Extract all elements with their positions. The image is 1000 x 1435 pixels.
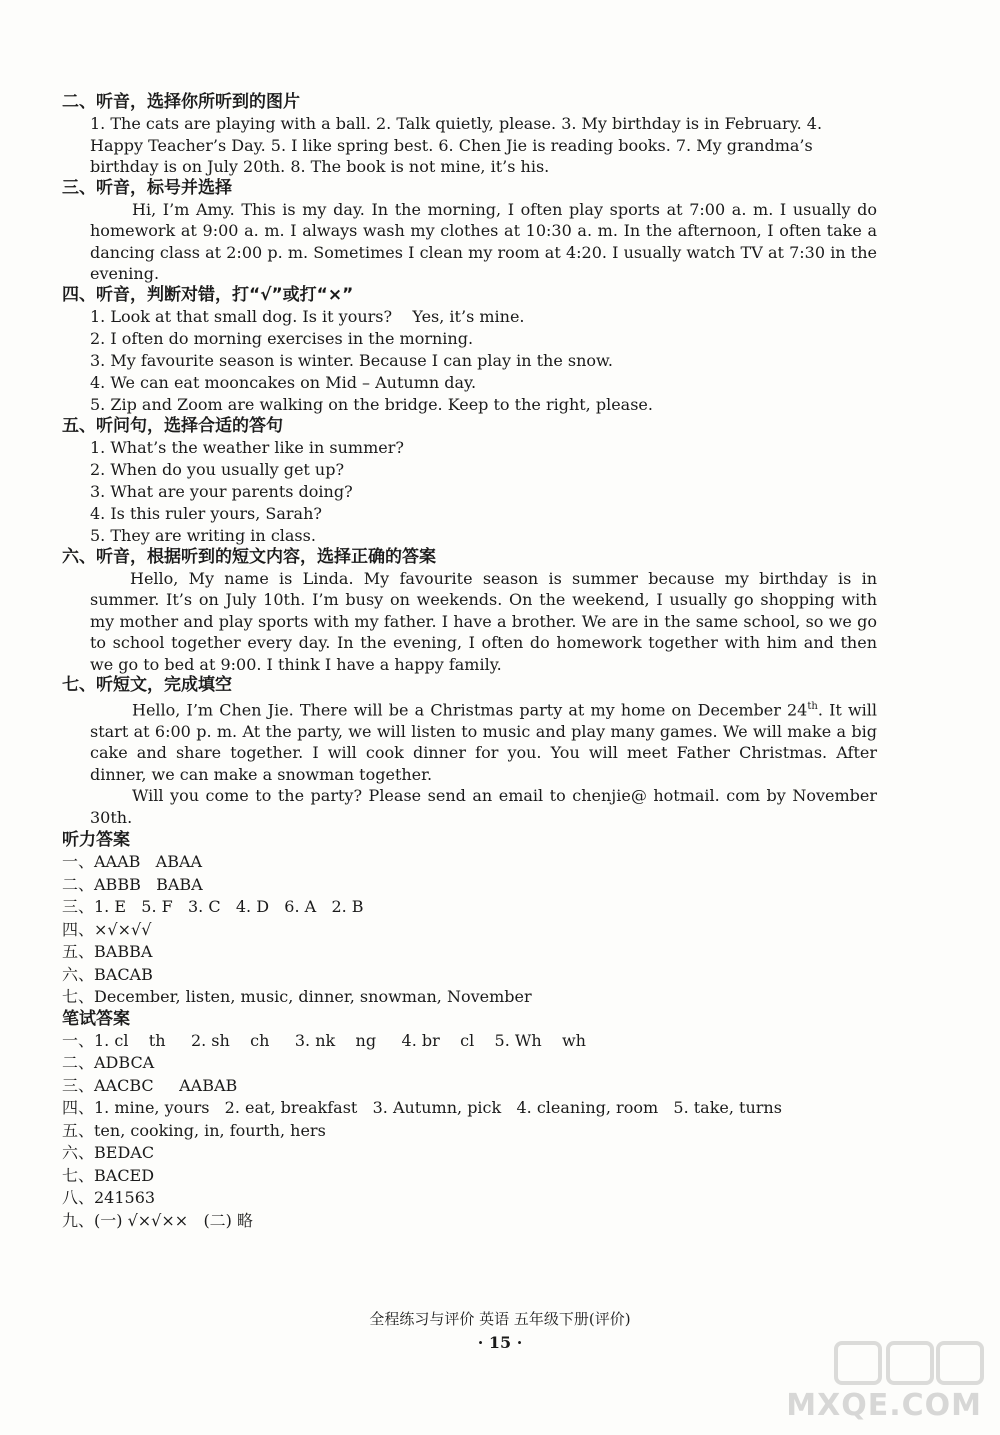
written-answer-1: 一、1. cl th 2. sh ch 3. nk ng 4. br cl 5. Wh wh [62, 1030, 586, 1050]
section-heading-3: 三、听音，标号并选择 [62, 177, 232, 198]
watermark-text: MXQE.COM [786, 1388, 982, 1423]
written-answer-6: 六、BEDAC [62, 1143, 155, 1163]
listening-answer-1: 一、AAAB ABAA [62, 852, 203, 872]
section-5-item-4: 4. Is this ruler yours, Sarah? [90, 503, 322, 523]
listening-answer-5: 五、BABBA [62, 942, 153, 962]
section-5-item-2: 2. When do you usually get up? [90, 459, 345, 479]
written-answer-5: 五、ten, cooking, in, fourth, hers [62, 1120, 326, 1140]
section-2-line-2: Happy Teacher’s Day. 5. I like spring best. 6. Chen Jie is reading books. 7. My grandma’s [90, 135, 813, 155]
superscript-th: th [807, 701, 818, 712]
listening-answer-4: 四、×√×√√ [62, 919, 152, 939]
section-4-item-2: 2. I often do morning exercises in the morning. [90, 328, 474, 348]
section-5-item-3: 3. What are your parents doing? [90, 481, 353, 501]
written-answers-heading: 笔试答案 [62, 1008, 130, 1029]
section-5-item-1: 1. What’s the weather like in summer? [90, 437, 404, 457]
listening-answers-heading: 听力答案 [62, 830, 130, 851]
listening-answer-2: 二、ABBB BABA [62, 874, 203, 894]
section-heading-7: 七、听短文，完成填空 [62, 675, 232, 695]
section-2-body [90, 113, 877, 178]
written-answer-2: 二、ADBCA [62, 1053, 155, 1073]
section-4-item-5: 5. Zip and Zoom are walking on the bridge. Keep to the right, please. [90, 394, 653, 414]
section-heading-4: 四、听音，判断对错，打“√”或打“×” [62, 284, 354, 305]
section-7-para1-end: . It will start at 6:00 p. m. At the party, we will listen to music and play many games. We will make a big cake and share together. I will cook dinner for you. You will meet Father Christmas. After dinner, we can make a snowman together. [90, 700, 878, 784]
section-heading-5: 五、听问句，选择合适的答句 [62, 415, 283, 436]
section-3-paragraph: Hi, I’m Amy. This is my day. In the morning, I often play sports at 7:00 a. m. I usually do homework at 9:00 a. m. I always wash my clothes at 10:30 a. m. In the afternoon, I often take a dancing class at 2:00 p. m. Sometimes I clean my room at 4:20. I usually watch TV at 7:30 in the evening. [90, 199, 877, 283]
section-7-para1-start: Hello, I’m Chen Jie. There will be a Christmas party at my home on December 24 [132, 700, 808, 720]
written-answer-7: 七、BACED [62, 1165, 155, 1185]
written-answer-9: 九、(一) √×√×× (二) 略 [62, 1210, 254, 1230]
page-number: · 15 · [477, 1333, 523, 1352]
section-6-paragraph: Hello, My name is Linda. My favourite season is summer because my birthday is in summer. It’s on July 10th. I’m busy on weekends. On the weekend, I usually go shopping with my mother and play sports with my father. I have a brother. We are in the same school, so we go to school together every day. In the evening, I often do homework together with him and then we go to bed at 9:00. I think I have a happy family. [90, 568, 877, 674]
footer-title: 全程练习与评价 英语 五年级下册(评价) [369, 1310, 631, 1328]
listening-answer-6: 六、BACAB [62, 964, 153, 984]
listening-answer-3: 三、1. E 5. F 3. C 4. D 6. A 2. B [62, 897, 364, 917]
section-7-paragraph-1 [90, 696, 877, 785]
section-7-paragraph-2: Will you come to the party? Please send an email to chenjie@ hotmail. com by November 30th. [90, 786, 877, 827]
section-heading-6: 六、听音，根据听到的短文内容，选择正确的答案 [62, 546, 436, 567]
section-4-item-4: 4. We can eat mooncakes on Mid – Autumn day. [90, 372, 477, 392]
section-2-line-3: birthday is on July 20th. 8. The book is not mine, it’s his. [90, 157, 550, 176]
listening-answer-7: 七、December, listen, music, dinner, snowman, November [62, 987, 532, 1007]
section-4-item-3: 3. My favourite season is winter. Because I can play in the snow. [90, 350, 613, 370]
written-answer-8: 八、241563 [62, 1188, 156, 1208]
content-area [62, 92, 877, 1232]
written-answer-3: 三、AACBC AABAB [62, 1075, 238, 1095]
section-heading-2: 二、听音，选择你所听到的图片 [62, 92, 300, 112]
section-4-item-1: 1. Look at that small dog. Is it yours? Yes, it’s mine. [90, 306, 525, 326]
section-5-item-5: 5. They are writing in class. [90, 525, 316, 545]
section-2-line-1: 1. The cats are playing with a ball. 2. Talk quietly, please. 3. My birthday is in February. 4. [90, 114, 823, 133]
written-answer-4: 四、1. mine, yours 2. eat, breakfast 3. Autumn, pick 4. cleaning, room 5. take, turns [62, 1098, 782, 1118]
